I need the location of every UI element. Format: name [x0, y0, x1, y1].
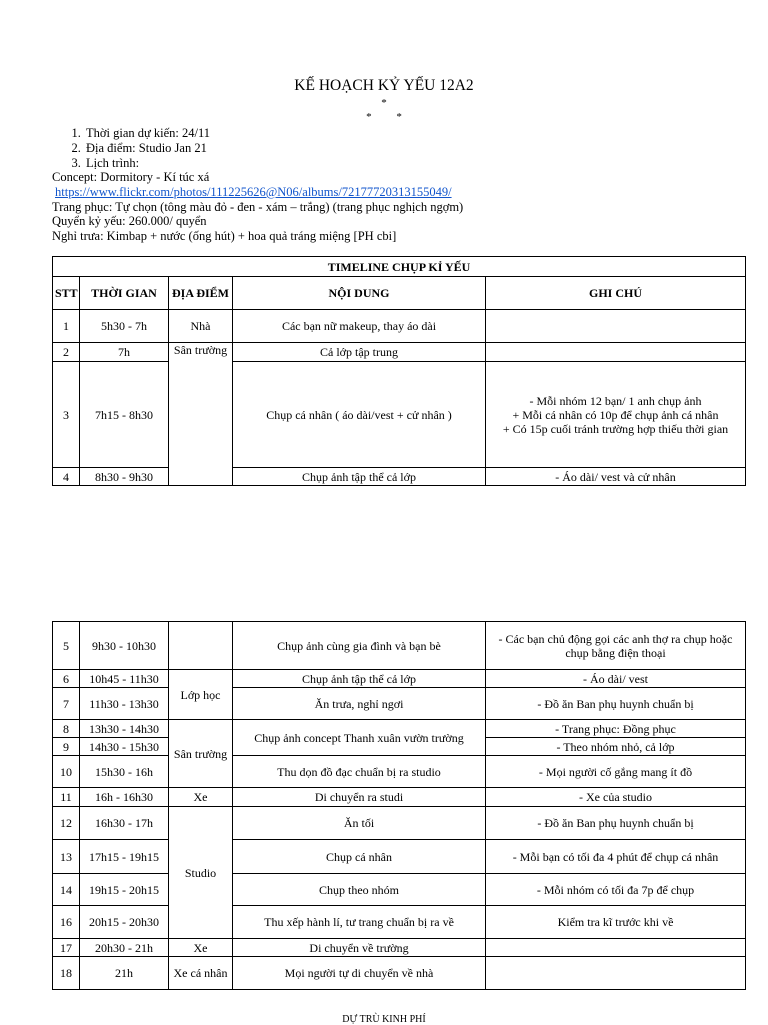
cell-time: 13h30 - 14h30 — [80, 720, 169, 738]
cell-stt: 14 — [53, 874, 80, 906]
cell-time: 10h45 - 11h30 — [80, 670, 169, 688]
cell-stt: 1 — [53, 310, 80, 343]
header-stt: STT — [53, 277, 80, 310]
cell-note: - Mỗi nhóm có tối đa 7p để chụp — [486, 874, 746, 906]
cell-time: 19h15 - 20h15 — [80, 874, 169, 906]
info-item-location: 2. Địa điểm: Studio Jan 21 — [84, 141, 210, 156]
cell-stt: 6 — [53, 670, 80, 688]
cell-content: Chụp theo nhóm — [233, 874, 486, 906]
album-link[interactable]: https://www.flickr.com/photos/111225626@N06/albums/72177720313155049/ — [55, 184, 452, 199]
cell-stt: 9 — [53, 738, 80, 756]
cell-time: 21h — [80, 957, 169, 990]
cell-content: Ăn trưa, nghỉ ngơi — [233, 688, 486, 720]
cell-stt: 11 — [53, 788, 80, 807]
cell-place: Sân trường — [169, 343, 233, 486]
cell-content: Mọi người tự di chuyển về nhà — [233, 957, 486, 990]
cell-content: Thu dọn đồ đạc chuẩn bị ra studio — [233, 756, 486, 788]
cell-place: Lớp học — [169, 670, 233, 720]
info-list — [66, 126, 210, 171]
table-row — [53, 670, 746, 688]
cell-note — [486, 310, 746, 343]
cell-time: 11h30 - 13h30 — [80, 688, 169, 720]
cell-note: - Mỗi nhóm 12 bạn/ 1 anh chụp ảnh + Mỗi cá nhân có 10p để chụp ảnh cá nhân + Có 15p cuối tránh trường hợp thiếu thời gian — [486, 362, 746, 468]
cell-content: Chụp cá nhân ( áo dài/vest + cử nhân ) — [233, 362, 486, 468]
details — [52, 170, 463, 244]
cell-stt: 18 — [53, 957, 80, 990]
table-row — [53, 310, 746, 343]
cell-content: Chụp ảnh concept Thanh xuân vườn trường — [233, 720, 486, 756]
cell-content: Di chuyển ra studi — [233, 788, 486, 807]
timeline-table-part-2 — [52, 621, 746, 990]
cell-note: Kiểm tra kĩ trước khi về — [486, 906, 746, 939]
cell-stt: 10 — [53, 756, 80, 788]
cell-place: Xe — [169, 939, 233, 957]
cell-note: - Áo dài/ vest và cử nhân — [486, 468, 746, 486]
table-row — [53, 362, 746, 468]
cell-place: Sân trường — [169, 720, 233, 788]
header-time: THỜI GIAN — [80, 277, 169, 310]
cell-place: Nhà — [169, 310, 233, 343]
lunch-line: Nghỉ trưa: Kimbap + nước (ống hút) + hoa quả tráng miệng [PH cbi] — [52, 229, 397, 244]
cell-content: Thu xếp hành lí, tư trang chuẩn bị ra về — [233, 906, 486, 939]
cell-time: 5h30 - 7h — [80, 310, 169, 343]
table-row — [53, 807, 746, 840]
cell-stt: 4 — [53, 468, 80, 486]
cell-stt: 12 — [53, 807, 80, 840]
cell-stt: 2 — [53, 343, 80, 362]
cell-time: 16h30 - 17h — [80, 807, 169, 840]
cell-note: - Đồ ăn Ban phụ huynh chuẩn bị — [486, 688, 746, 720]
cell-note — [486, 939, 746, 957]
cell-content: Chụp ảnh tập thể cả lớp — [233, 468, 486, 486]
cell-stt: 13 — [53, 840, 80, 874]
cell-stt: 3 — [53, 362, 80, 468]
info-item-schedule: 3. Lịch trình: — [84, 156, 210, 171]
cell-content: Chụp ảnh tập thể cả lớp — [233, 670, 486, 688]
cell-note: - Theo nhóm nhỏ, cả lớp — [486, 738, 746, 756]
cell-stt: 8 — [53, 720, 80, 738]
table-row — [53, 468, 746, 486]
cell-place — [169, 622, 233, 670]
cell-note: - Áo dài/ vest — [486, 670, 746, 688]
cell-place: Studio — [169, 807, 233, 939]
table-row — [53, 874, 746, 906]
cell-note — [486, 343, 746, 362]
cell-time: 17h15 - 19h15 — [80, 840, 169, 874]
cell-time: 7h — [80, 343, 169, 362]
cell-time: 16h - 16h30 — [80, 788, 169, 807]
cell-time: 14h30 - 15h30 — [80, 738, 169, 756]
cell-time: 20h15 - 20h30 — [80, 906, 169, 939]
table-row — [53, 906, 746, 939]
outfit-line: Trang phục: Tự chọn (tông màu đỏ - đen - xám – trắng) (trang phục nghịch ngợm) — [52, 199, 464, 214]
cell-time: 7h15 - 8h30 — [80, 362, 169, 468]
header-note: GHI CHÚ — [486, 277, 746, 310]
cell-note: - Trang phục: Đồng phục — [486, 720, 746, 738]
cell-note — [486, 957, 746, 990]
table-row — [53, 957, 746, 990]
decoration-asterisks: * * — [366, 111, 402, 123]
cell-stt: 5 — [53, 622, 80, 670]
cell-place: Xe — [169, 788, 233, 807]
cell-time: 8h30 - 9h30 — [80, 468, 169, 486]
concept-line: Concept: Dormitory - Kí túc xá — [52, 170, 210, 184]
table-caption: TIMELINE CHỤP KỈ YẾU — [53, 257, 746, 277]
cell-note: - Xe của studio — [486, 788, 746, 807]
cell-content: Cả lớp tập trung — [233, 343, 486, 362]
cell-stt: 17 — [53, 939, 80, 957]
footer-heading: DỰ TRÙ KINH PHÍ — [342, 1014, 426, 1025]
cell-stt: 16 — [53, 906, 80, 939]
price-line: Quyển kỷ yếu: 260.000/ quyển — [52, 214, 207, 229]
table-row — [53, 756, 746, 788]
table-row — [53, 939, 746, 957]
cell-note: - Mỗi bạn có tối đa 4 phút để chụp cá nhân — [486, 840, 746, 874]
cell-note: - Đồ ăn Ban phụ huynh chuẩn bị — [486, 807, 746, 840]
page-title: KẾ HOẠCH KỶ YẾU 12A2 — [294, 77, 474, 94]
cell-time: 15h30 - 16h — [80, 756, 169, 788]
table-row — [53, 720, 746, 738]
table-row — [53, 788, 746, 807]
cell-note: - Mọi người cố gắng mang ít đồ — [486, 756, 746, 788]
cell-content: Chụp ảnh cùng gia đình và bạn bè — [233, 622, 486, 670]
table-row — [53, 688, 746, 720]
timeline-table-part-1 — [52, 256, 746, 486]
cell-content: Di chuyển về trường — [233, 939, 486, 957]
table-row — [53, 343, 746, 362]
cell-place: Xe cá nhân — [169, 957, 233, 990]
table-row — [53, 622, 746, 670]
cell-note: - Các bạn chủ động gọi các anh thợ ra chụp hoặc chụp bằng điện thoại — [486, 622, 746, 670]
header-place: ĐỊA ĐIỂM — [169, 277, 233, 310]
decoration-asterisk: * — [381, 97, 387, 109]
cell-content: Ăn tối — [233, 807, 486, 840]
cell-content: Chụp cá nhân — [233, 840, 486, 874]
info-item-time: 1. Thời gian dự kiến: 24/11 — [84, 126, 210, 141]
cell-time: 20h30 - 21h — [80, 939, 169, 957]
cell-content: Các bạn nữ makeup, thay áo dài — [233, 310, 486, 343]
cell-time: 9h30 - 10h30 — [80, 622, 169, 670]
table-row — [53, 840, 746, 874]
cell-stt: 7 — [53, 688, 80, 720]
header-content: NỘI DUNG — [233, 277, 486, 310]
